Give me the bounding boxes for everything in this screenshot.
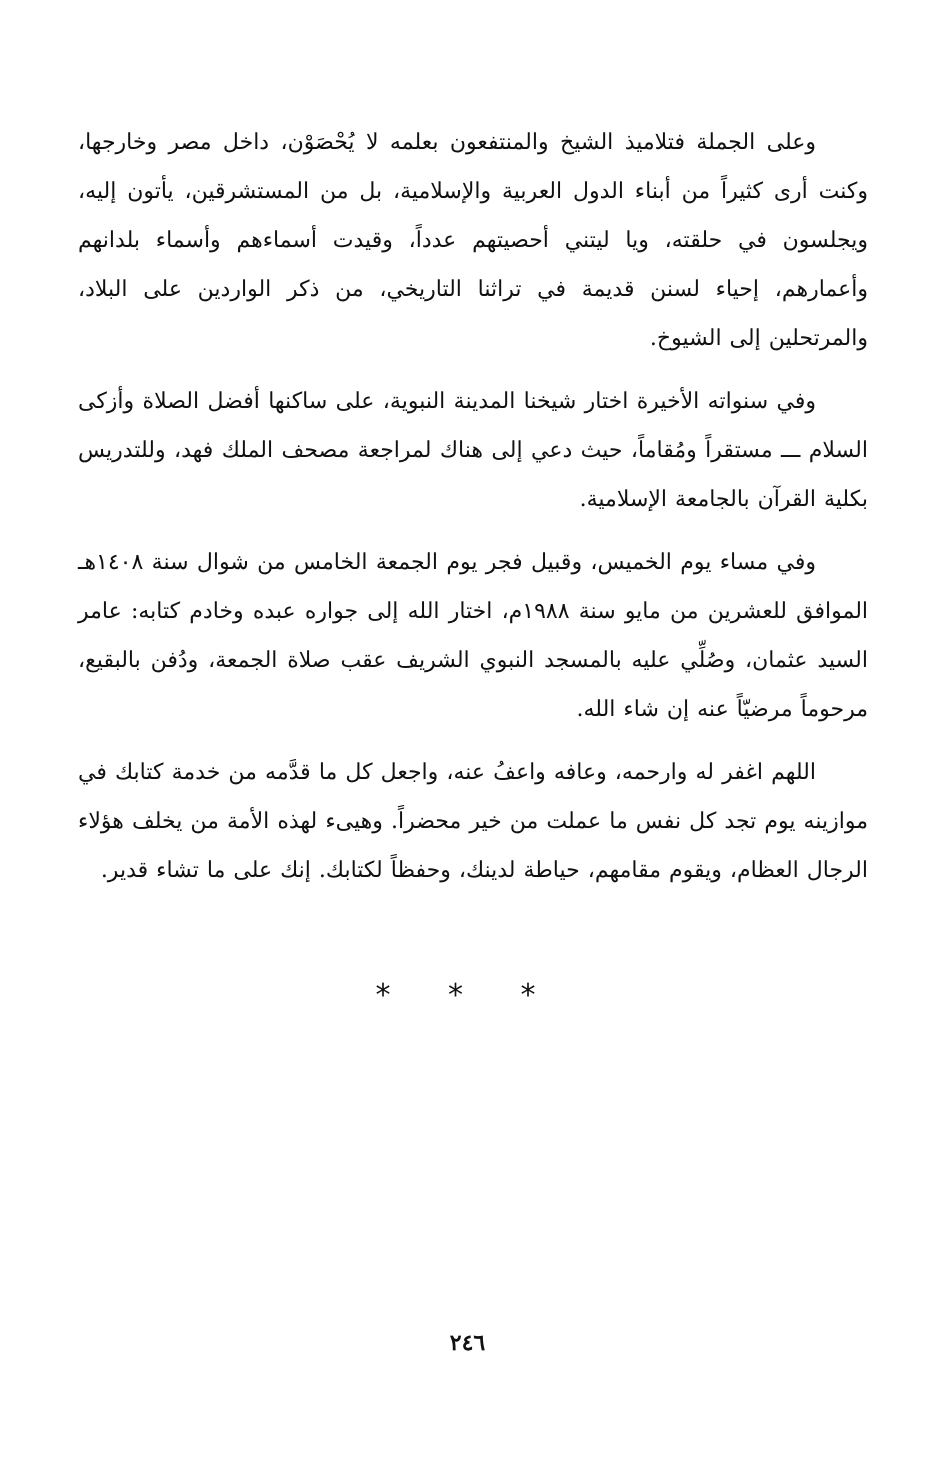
- page-number: ٢٤٦: [449, 1330, 486, 1356]
- paragraph-2: وفي سنواته الأخيرة اختار شيخنا المدينة النبوية، على ساكنها أفضل الصلاة وأزكى السلام ـــ مستقراً ومُقاماً، حيث دعي إلى هناك لمراجعة مصحف الملك فهد، وللتدريس بكلية القرآن بالجامعة الإسلامية.: [78, 389, 868, 512]
- paragraph-4: اللهم اغفر له وارحمه، وعافه واعفُ عنه، واجعل كل ما قدَّمه من خدمة كتابك في موازينه يوم تجد كل نفس ما عملت من خير محضراً. وهيىء لهذه الأمة من يخلف هؤلاء الرجال العظام، ويقوم مقامهم، حياطة لدينك، وحفظاً لكتابك. إنك على ما تشاء قدير.: [78, 760, 868, 883]
- section-separator: * * *: [375, 978, 560, 1013]
- paragraph-1: وعلى الجملة فتلاميذ الشيخ والمنتفعون بعلمه لا يُحْصَوْن، داخل مصر وخارجها، وكنت أرى كثيراً من أبناء الدول العربية والإسلامية، بل من المستشرقين، يأتون إليه، ويجلسون في حلقته، ويا ليتني أحصيتهم عدداً، وقيدت أسماءهم وأسماء بلدانهم وأعمارهم، إحياء لسنن قديمة في تراثنا التاريخي، من ذكر الواردين على البلاد، والمرتحلين إلى الشيوخ.: [78, 130, 868, 351]
- paragraph-3: وفي مساء يوم الخميس، وقبيل فجر يوم الجمعة الخامس من شوال سنة ١٤٠٨هـ الموافق للعشرين من مايو سنة ١٩٨٨م، اختار الله إلى جواره عبده وخادم كتابه: عامر السيد عثمان، وصُلِّي عليه بالمسجد النبوي الشريف عقب صلاة الجمعة، ودُفن بالبقيع، مرحوماً مرضيّاً عنه إن شاء الله.: [78, 550, 869, 722]
- page-body: [78, 118, 868, 909]
